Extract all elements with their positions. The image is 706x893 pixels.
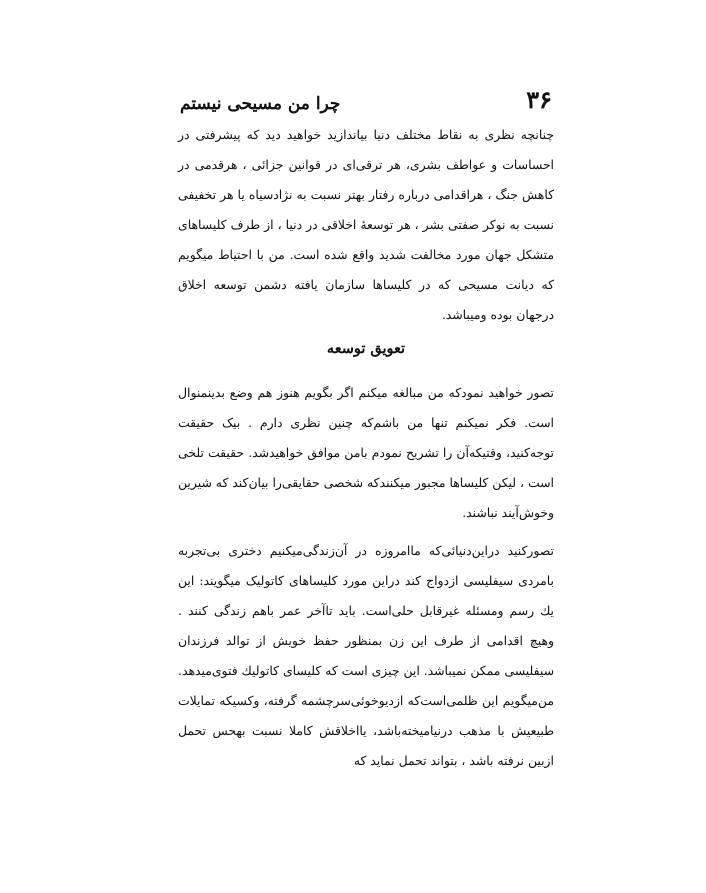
section-heading: تعویق توسعه: [326, 340, 406, 357]
paragraph-2: تصور خواهید نمودکه من مبالغه میکنم اگر بگویم هنوز هم وضع بدینمنوال است. فکر نمیکنم تنها من باشم‌که چنین نظری دارم . بیک حقیقت توجه‌کنید، وقتیکه‌آن را تشریح نمودم بامن موافق خواهیدشد. حقیقت تلخی است ، لیکن کلیساها مجبور میکنندکه شخصی حقایقی‌را بیان‌کند که شیرین وخوش‌آیند نباشند.: [178, 385, 554, 520]
paragraph-1: چنانچه نظری به نقاط مختلف دنیا بیاندازید خواهید دید که پیشرفتی در احساسات و عواطف بشری، هر ترقی‌ای در قوانین جزائی ، هرقدمی در کاهش جنگ ، هراقدامی درباره رفتار بهتر نسبت به نژادسیاه یا هر تخفیفی نسبت به نوکر صفتی بشر ، هر توسعهٔ اخلاقی در دنیا ، از طرف کلیساهای متشکل جهان مورد مخالفت شدید واقع شده است. من با احتیاط میگویم که دیانت مسیحی که در کلیساها سازمان یافته دشمن توسعه اخلاق درجهان بوده ومیباشد.: [178, 127, 554, 322]
page-number: ۳۶: [526, 85, 552, 114]
running-header: [180, 80, 552, 114]
paragraph-3: تصورکنید دراین‌دنیائی‌که ماامروزه در آن‌زندگی‌میکنیم دختری بی‌تجربه بامردی سیفلیسی ازدواج کند دراین مورد کلیساهای کاتولیک میگویند: این یك رسم ومسئله غیرقابل حلی‌است. باید تاآخر عمر باهم زندگی کنند . وهیچ اقدامی از طرف این زن بمنظور حفظ خویش از توالد فرزندان سیفلیسی ممکن نمیباشد. این چیزی است که کلیسای کاتولیك فتوی‌میدهد. من‌میگویم این ظلمی‌است‌که ازدیوخوئی‌سرچشمه گرفته، وکسیکه تمایلات طبیعیش با مذهب درنیامیخته‌باشد، یااخلاقش کاملا نسبت بهحس تحمل ازبین نرفته باشد ، بتواند تحمل نماید که: [178, 543, 554, 768]
book-title: چرا من مسیحی نیستم: [180, 94, 341, 114]
